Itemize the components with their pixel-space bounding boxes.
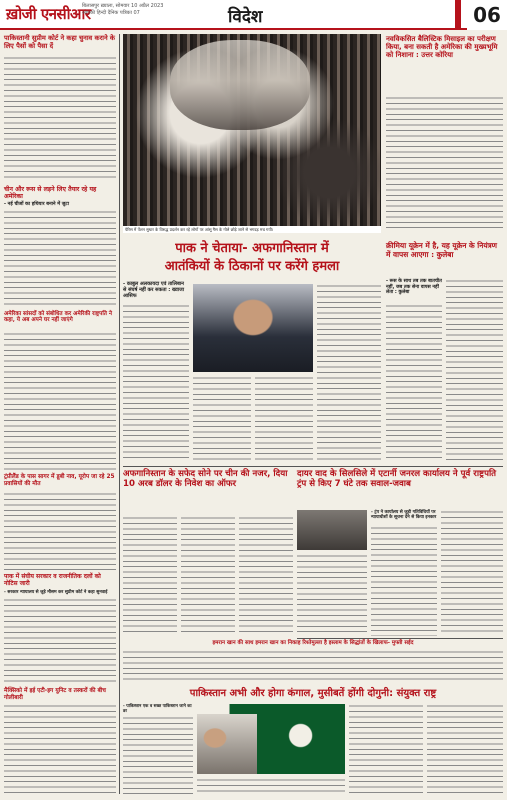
headline-us-senators: अमेरिका सांसदों को संबोधित कर अमेरिकी राष्ट्रपति ने कहा, ये अब अपने घर नहीं जाएंगे (4, 311, 113, 324)
subhead-china-russia: - नई चीजों का हथियार बनाने में जुटा (4, 202, 69, 207)
page-number-accent (455, 0, 461, 30)
headline-china-afghan: अफगानिस्तान के सफेद सोने पर चीन की नजर, दिया 10 अरब डॉलर के निवेश का ऑफर (123, 469, 288, 489)
subhead-pak-afghan: - काबुल अलकायदा एवं तालिबान से संघर्ष नहीं कर सकता : ख्वाजा आसिफ (123, 281, 185, 299)
photo-caption: पेरिस में पेंशन सुधार के विरुद्ध प्रदर्शन कर रहे लोगों पर आंसू गैस के गोले छोड़े जाने से भगदड़ मच गयी। (123, 226, 381, 233)
headline-un-notice: पाक में संघीय सरकार व राजनीतिक दलों को नोटिस जारी (4, 573, 101, 587)
headline-imran-khan: इमरान खान की साथ इमरान खान का निकाह रिश्तेमुल्ला है इस्लाम के सिद्धांतों के खिलाफ- मुफ्ती सईद (212, 640, 414, 646)
article-body-crimea-b (446, 279, 503, 462)
headline-pak-afghan-1: पाक ने चेताया- अफगानिस्तान में (175, 241, 329, 256)
newspaper-logo: ख़ोजी एनसीआर (6, 5, 91, 23)
dateline-text: बिलासपुर ख़्याला, सोमवार 10 अप्रैल 2023 (82, 3, 164, 9)
article-body-china-afghan-b (181, 516, 235, 636)
headline-pak-court: पाकिस्तानी सुप्रीम कोर्ट ने कहा चुनाव कराने के लिए पैसों को पैसा दें (4, 34, 115, 50)
subhead-un-notice: - सरकार न्यायालय से जुड़े मौसम कर सुप्रीम कोर्ट ने कहा सुनवाई (4, 590, 108, 595)
article-body-north-korea (386, 96, 503, 230)
headline-north-korea: नवविकसित बैलिस्टिक मिसाइल का परीक्षण किया, बना सकती है अमेरिका की मुख्यभूमि को निशाना : उत्तर कोरिया (386, 35, 498, 60)
article-body-imran-khan (123, 650, 503, 684)
headline-un-pakistan: पाकिस्तान अभी और होगा कंगाल, मुसीबतें होंगी दोगुनी: संयुक्त राष्ट्र (189, 688, 437, 699)
subhead-trump-court: - ट्रंप ने कार्यालय से जुड़ी गतिविधियों पर न्यायाधीशों के सूचना देने से किया इनकार (371, 510, 437, 521)
headline-pak-afghan-2: आतंकियों के ठिकानों पर करेंगे हमला (164, 259, 340, 274)
article-body-pak-court (4, 56, 116, 182)
headline-trump-boat: ट्रंप्रीलैंड के पास सागर में डूबी नाव, यूरोप जा रहे 25 प्रवासियों की मौत (4, 474, 115, 487)
article-body-china-afghan-a (123, 516, 177, 636)
article-body-trump-court-c (441, 510, 503, 636)
article-body-trump-court-a (297, 554, 367, 636)
article-body-trump-court-b (371, 526, 437, 636)
tear-gas-smoke (170, 40, 310, 130)
article-body-trump-boat (4, 492, 116, 570)
article-body-pak-afghan-c (255, 376, 313, 462)
article-body-crimea-a (386, 304, 442, 462)
article-body-china-russia (4, 210, 116, 308)
article-body-china-afghan-c (239, 516, 293, 636)
subhead-crimea: - रूस के साथ तब तक बातचीत नहीं, जब तक सेना वापस नहीं लेता : कुलेबा (386, 279, 442, 296)
article-body-pak-afghan-b (193, 376, 251, 462)
headline-crimea: क्रीमिया यूक्रेन में है, यह यूक्रेन के नियंत्रण में वापस आएगा : कुलेबा (386, 241, 498, 259)
article-body-us-senators (4, 332, 116, 470)
trump-photo (297, 510, 367, 550)
column-divider (119, 34, 120, 794)
article-body-un-pakistan-b (197, 778, 345, 794)
article-body-pak-afghan-a (123, 304, 189, 462)
article-body-un-notice (4, 598, 116, 684)
edition-text: आपकी हिन्दी दैनिक पत्रिका 07 (82, 10, 140, 16)
page-number: 06 (467, 0, 507, 30)
dateline (82, 3, 192, 17)
article-body-mexico (4, 704, 116, 794)
subhead-un-pakistan: - पाकिस्तान एक व सख्त पाकिस्तान जाने का डर (123, 703, 192, 713)
khawaja-asif-photo (193, 284, 313, 372)
headline-china-russia: चीन और रूस से लड़ने लिए तैयार रहे यह अमेरिका (4, 186, 97, 201)
section-rule (123, 466, 503, 467)
article-body-pak-afghan-d (317, 284, 381, 462)
imran-rule (297, 638, 503, 639)
article-body-un-pakistan-a (123, 716, 193, 794)
headline-trump-court: दायर वाद के सिलसिले में एटार्नी जनरल कार्यालय ने पूर्व राष्ट्रपति ट्रंप से किए 7 घंटे तक सवाल-जवाब (297, 469, 497, 489)
headline-mexico: मैक्सिको में इई एटी-इग युनिट व तस्करों की बीच गोलीबारी (4, 688, 106, 701)
article-body-un-pakistan-d (427, 704, 503, 794)
article-body-un-pakistan-c (349, 704, 423, 794)
section-title: विदेश (228, 7, 263, 27)
shehbaz-sharif-photo (197, 714, 257, 774)
